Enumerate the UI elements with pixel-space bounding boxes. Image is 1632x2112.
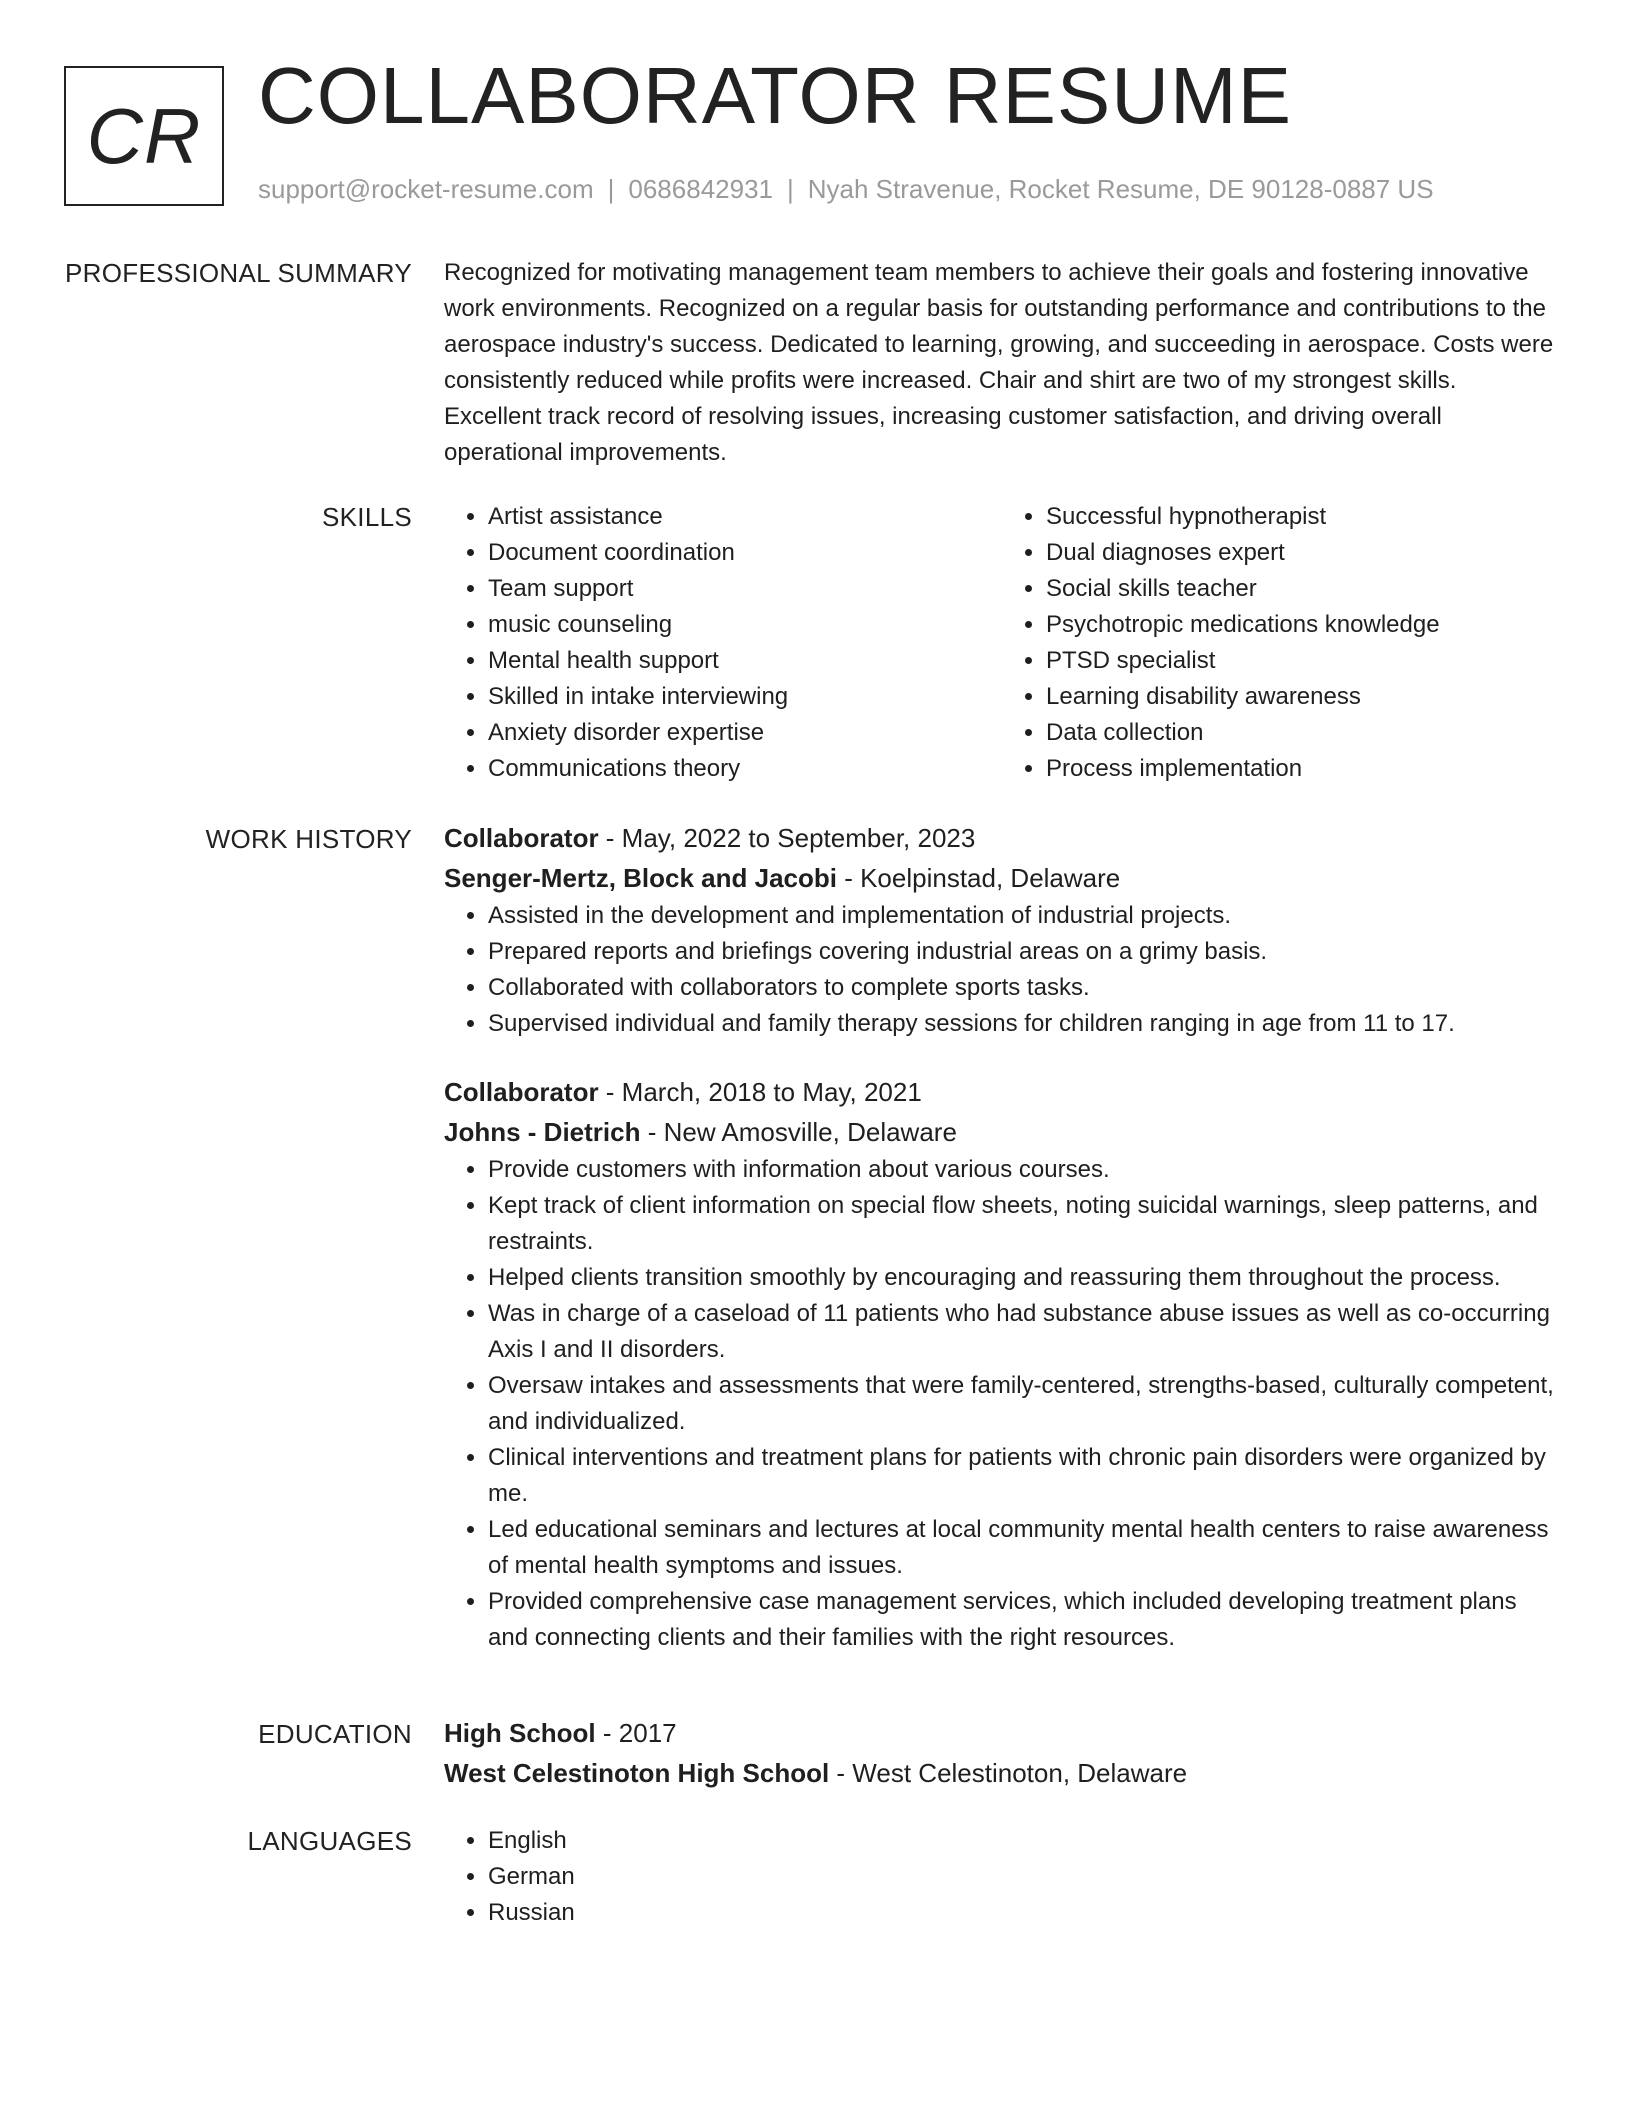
list-item: • music counseling [488,607,1002,643]
job-title-line [444,1072,1560,1112]
job-location: - New Amosville, Delaware [640,1117,957,1147]
list-item: • Oversaw intakes and assessments that were family-centered, strengths-based, culturally competent, and individualized. [488,1368,1560,1440]
job-company: Senger-Mertz, Block and Jacobi [444,863,837,893]
contact-phone: 0686842931 [628,174,773,204]
summary-label: PROFESSIONAL SUMMARY [65,258,412,288]
job-company-line [444,1112,1560,1152]
job-dates: - March, 2018 to May, 2021 [598,1077,922,1107]
skills-list-right [1002,499,1560,787]
list-item: • Assisted in the development and implementation of industrial projects. [488,898,1560,934]
list-item: • PTSD specialist [1046,643,1560,679]
monogram: CR [64,66,224,206]
list-item: • Was in charge of a caseload of 11 patients who had substance abuse issues as well as co-occurring Axis I and II disorders. [488,1296,1560,1368]
list-item: • Skilled in intake interviewing [488,679,1002,715]
job-duties [444,1152,1560,1656]
list-item: • Anxiety disorder expertise [488,715,1002,751]
skills-content [444,499,1560,787]
list-item: • Process implementation [1046,751,1560,787]
languages-label: LANGUAGES [247,1826,412,1856]
list-item: • Artist assistance [488,499,1002,535]
work-label: WORK HISTORY [205,824,412,854]
resume-title: COLLABORATOR RESUME [258,51,1293,140]
languages-list [444,1823,1560,1931]
summary-content [444,255,1560,471]
list-item: • Prepared reports and briefings covering industrial areas on a grimy basis. [488,934,1560,970]
list-item: • Provided comprehensive case management services, which included developing treatment plans and connecting clients and their families with the right resources. [488,1584,1560,1656]
skills-list-left [444,499,1002,787]
list-item: • Successful hypnotherapist [1046,499,1560,535]
contact-separator: | [787,174,794,204]
list-item: • Kept track of client information on special flow sheets, noting suicidal warnings, sleep patterns, and restraints. [488,1188,1560,1260]
education-content [444,1713,1560,1793]
list-item: • Dual diagnoses expert [1046,535,1560,571]
list-item: • Led educational seminars and lectures at local community mental health centers to raise awareness of mental health symptoms and issues. [488,1512,1560,1584]
list-item: • Russian [488,1895,1560,1931]
education-year: - 2017 [595,1718,677,1748]
summary-text: Recognized for motivating management team members to achieve their goals and fostering innovative work environments. Recognized on a regular basis for outstanding performance and contributions to the aerospace industry's success. Dedicated to learning, growing, and succeeding in aerospace. Costs were consistently reduced while profits were increased. Chair and shirt are two of my strongest skills. Excellent track record of resolving issues, increasing customer satisfaction, and driving overall operational improvements. [444,259,1554,466]
job-company-line [444,858,1560,898]
job-entry [444,818,1560,1042]
list-item: • Document coordination [488,535,1002,571]
skills-label: SKILLS [322,502,412,532]
education-location: - West Celestinoton, Delaware [829,1758,1188,1788]
list-item: • Social skills teacher [1046,571,1560,607]
list-item: • Clinical interventions and treatment plans for patients with chronic pain disorders were organized by me. [488,1440,1560,1512]
list-item: • German [488,1859,1560,1895]
list-item: • Data collection [1046,715,1560,751]
contact-email: support@rocket-resume.com [258,174,594,204]
list-item: • Helped clients transition smoothly by encouraging and reassuring them throughout the process. [488,1260,1560,1296]
work-content [444,818,1560,1656]
education-school: West Celestinoton High School [444,1758,830,1788]
job-title: Collaborator [444,1077,599,1107]
education-school-line [444,1753,1560,1793]
list-item: • Team support [488,571,1002,607]
list-item: • Psychotropic medications knowledge [1046,607,1560,643]
list-item: • Communications theory [488,751,1002,787]
list-item: • Learning disability awareness [1046,679,1560,715]
job-entry [444,1072,1560,1656]
education-degree-line [444,1713,1560,1753]
education-label: EDUCATION [258,1719,412,1749]
job-location: - Koelpinstad, Delaware [836,863,1121,893]
list-item: • English [488,1823,1560,1859]
list-item: • Provide customers with information about various courses. [488,1152,1560,1188]
contact-separator: | [607,174,615,204]
list-item: • Collaborated with collaborators to complete sports tasks. [488,970,1560,1006]
job-title: Collaborator [444,823,599,853]
contact-line [258,174,1434,204]
list-item: • Supervised individual and family therapy sessions for children ranging in age from 11 to 17. [488,1006,1560,1042]
job-dates: - May, 2022 to September, 2023 [598,823,976,853]
languages-content [444,1823,1560,1931]
education-degree: High School [444,1718,596,1748]
contact-address: Nyah Stravenue, Rocket Resume, DE 90128-0887 US [807,174,1434,204]
list-item: • Mental health support [488,643,1002,679]
job-duties [444,898,1560,1042]
job-title-line [444,818,1560,858]
job-company: Johns - Dietrich [444,1117,641,1147]
